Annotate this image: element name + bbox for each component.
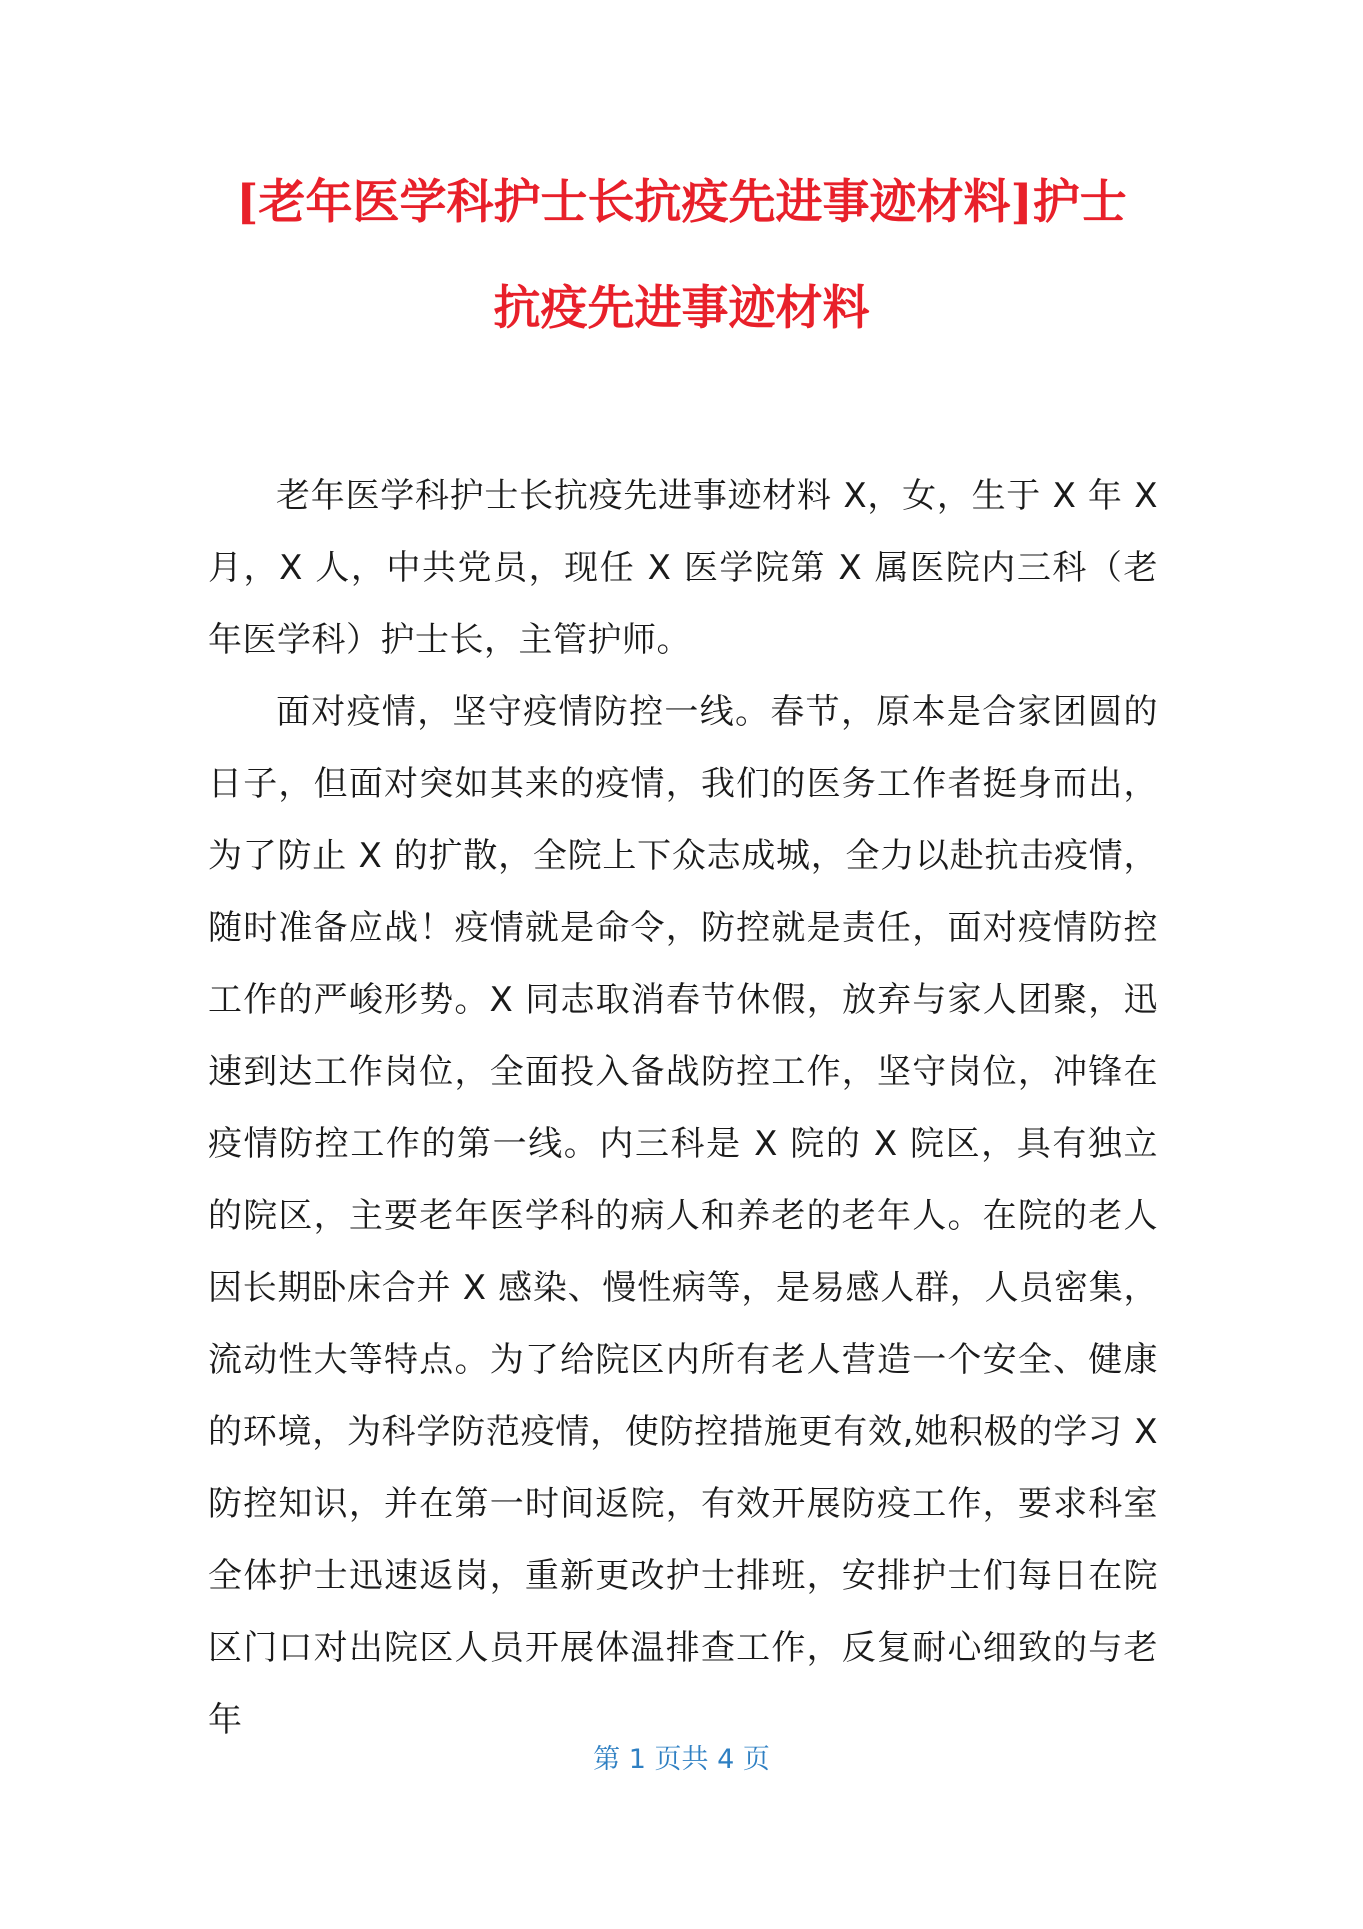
page-footer: 第 1 页共 4 页 (593, 1744, 770, 1775)
paragraph-1: 老年医学科护士长抗疫先进事迹材料 X，女，生于 X 年 X 月，X 人，中共党员，现任 X 医学院第 X 属医院内三科（老年医学科）护士长，主管护师。 (208, 476, 1158, 660)
title-line-1: [老年医学科护士长抗疫先进事迹材料]护士 (236, 175, 1127, 230)
paragraph-2: 面对疫情，坚守疫情防控一线。春节，原本是合家团圆的日子，但面对突如其来的疫情，我们的医务工作者挺身而出，为了防止 X 的扩散，全院上下众志成城，全力以赴抗击疫情，随时准备应战！疫情就是命令，防控就是责任，面对疫情防控工作的严峻形势。X 同志取消春节休假，放弃与家人团聚，迅速到达工作岗位，全面投入备战防控工作，坚守岗位，冲锋在疫情防控工作的第一线。内三科是 X 院的 X 院区，具有独立的院区，主要老年医学科的病人和养老的老年人。在院的老人因长期卧床合并 X 感染、慢性病等，是易感人群，人员密集，流动性大等特点。为了给院区内所有老人营造一个安全、健康的环境，为科学防范疫情，使防控措施更有效,她积极的学习 X 防控知识，并在第一时间返院，有效开展防疫工作，要求科室全体护士迅速返岗，重新更改护士排班，安排护士们每日在院区门口对出院区人员开展体温排查工作，反复耐心细致的与老年 (208, 692, 1158, 1740)
document-title (150, 150, 1213, 362)
document-body (208, 460, 1158, 1756)
title-line-2: 抗疫先进事迹材料 (493, 281, 870, 336)
